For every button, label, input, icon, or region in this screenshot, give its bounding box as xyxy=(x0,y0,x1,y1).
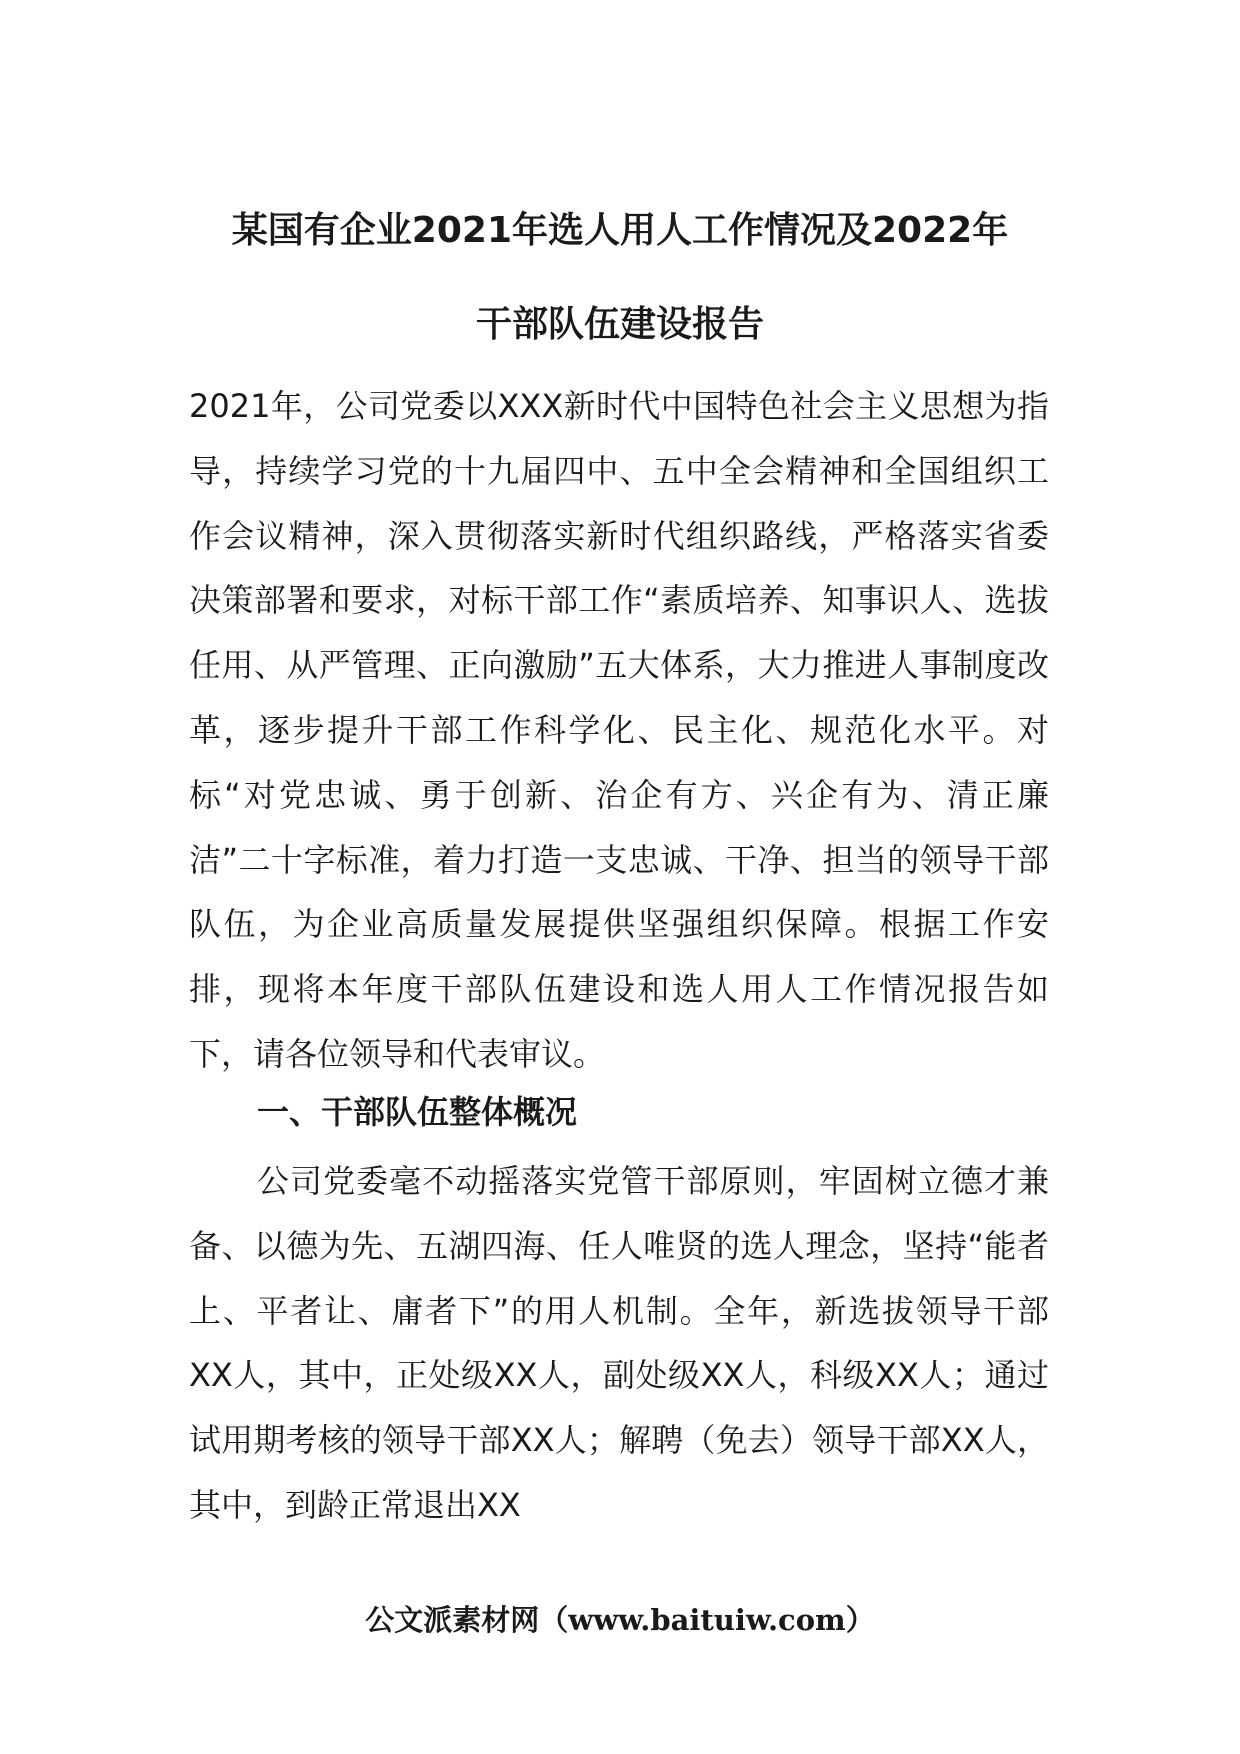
document-title-line-2: 干部队伍建设报告 xyxy=(475,304,764,345)
section-heading-1: 一、干部队伍整体概况 xyxy=(257,1093,578,1131)
document-title-line-1: 某国有企业2021年选人用人工作情况及2022年 xyxy=(231,210,1009,251)
section-1-paragraph: 公司党委毫不动摇落实党管干部原则，牢固树立德才兼备、以德为先、五湖四海、任人唯贤的选人理念，坚持“能者上、平者让、庸者下”的用人机制。全年，新选拔领导干部XX人，其中，正处级XX人，副处级XX人，科级XX人；通过试用期考核的领导干部XX人；解聘（免去）领导干部XX人，其中，到龄正常退出XX xyxy=(189,1162,1049,1524)
intro-paragraph: 2021年，公司党委以XXX新时代中国特色社会主义思想为指导，持续学习党的十九届四中、五中全会精神和全国组织工作会议精神，深入贯彻落实新时代组织路线，严格落实省委决策部署和要求，对标干部工作“素质培养、知事识人、选拔任用、从严管理、正向激励”五大体系，大力推进人事制度改革，逐步提升干部工作科学化、民主化、规范化水平。对标“对党忠诚、勇于创新、治企有方、兴企有为、清正廉洁”二十字标准，着力打造一支忠诚、干净、担当的领导干部队伍，为企业高质量发展提供坚强组织保障。根据工作安排，现将本年度干部队伍建设和选人用人工作情况报告如下，请各位领导和代表审议。 xyxy=(189,387,1049,1073)
footer-source-line: 公文派素材网（www.baituiw.com） xyxy=(365,1603,875,1637)
